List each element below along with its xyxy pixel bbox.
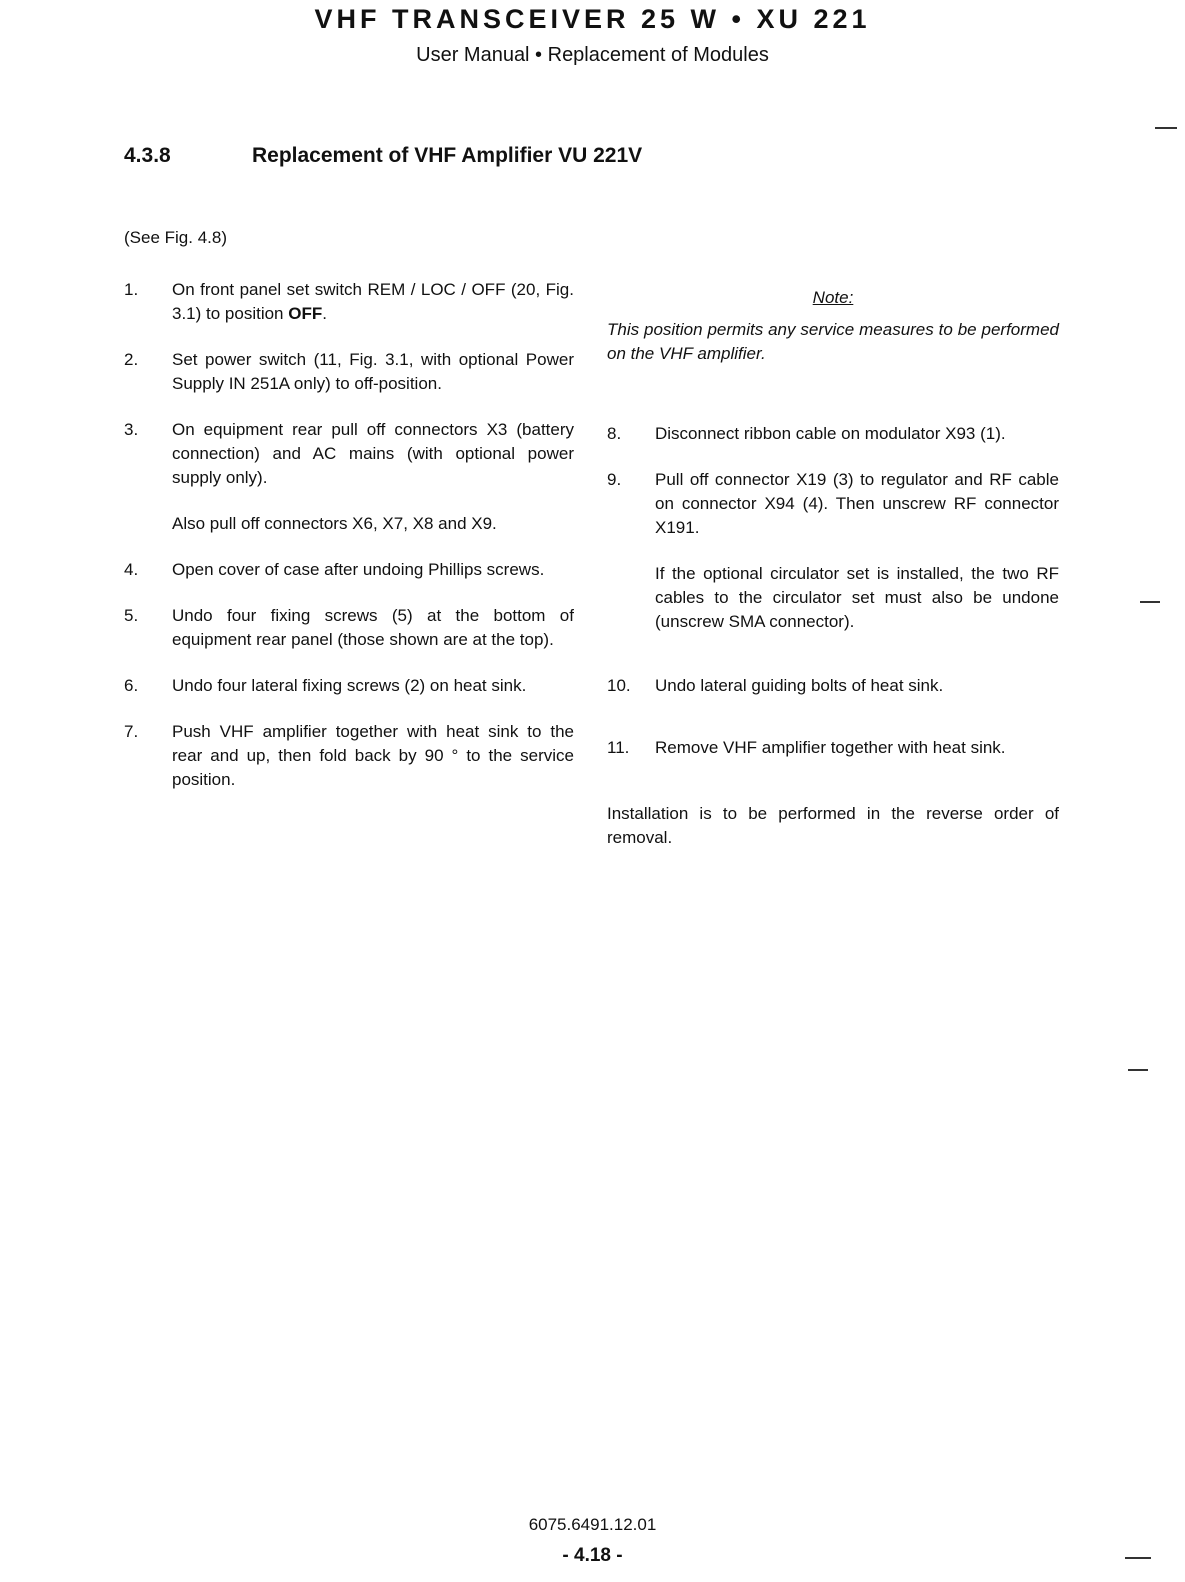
section-title: Replacement of VHF Amplifier VU 221V <box>252 144 643 167</box>
step-number: 11. <box>607 738 630 757</box>
step-5 <box>124 604 574 652</box>
installation-note: Installation is to be performed in the reverse order of removal. <box>607 804 1059 847</box>
step-number: 10. <box>607 676 631 695</box>
right-column <box>607 286 1059 850</box>
page-number: - 4.18 - <box>562 1545 623 1566</box>
step-text: Push VHF amplifier together with heat sink to the rear and up, then fold back by 90 ° to the service position. <box>172 722 574 789</box>
step-number: 6. <box>124 676 139 695</box>
step-text: Remove VHF amplifier together with heat sink. <box>655 738 1006 757</box>
scan-mark <box>1140 601 1160 603</box>
step-11 <box>607 736 1059 760</box>
document-code: 6075.6491.12.01 <box>528 1515 657 1534</box>
step-10 <box>607 674 1059 698</box>
step-4 <box>124 558 574 582</box>
step-number: 8. <box>607 424 622 443</box>
step-8 <box>607 422 1059 446</box>
step-subtext: If the optional circulator set is installed, the two RF cables to the circulator set must also be undone (unscrew SMA connector). <box>655 564 1059 631</box>
note-text: This position permits any service measures to be performed on the VHF amplifier. <box>607 320 1059 363</box>
step-3 <box>124 418 574 536</box>
scan-mark <box>1155 127 1177 129</box>
step-number: 2. <box>124 350 139 369</box>
scan-mark <box>1128 1069 1148 1071</box>
document-title: VHF TRANSCEIVER 25 W • XU 221 <box>314 4 871 34</box>
figure-reference: (See Fig. 4.8) <box>124 228 227 247</box>
step-text: Open cover of case after undoing Phillips screws. <box>172 560 545 579</box>
step-text: Undo lateral guiding bolts of heat sink. <box>655 676 944 695</box>
step-text: Undo four fixing screws (5) at the bottom of equipment rear panel (those shown are at the top). <box>172 606 574 649</box>
step-number: 3. <box>124 420 139 439</box>
step-number: 9. <box>607 470 622 489</box>
section-number: 4.3.8 <box>124 144 171 167</box>
step-text <box>172 278 574 326</box>
step-text: Pull off connector X19 (3) to regulator and RF cable on connector X94 (4). Then unscrew RF connector X191. <box>655 470 1059 537</box>
step-text-part: On front panel set switch REM / LOC / OFF (20, Fig. 3.1) to position <box>172 280 574 323</box>
step-text-part: . <box>322 304 327 323</box>
step-text: On equipment rear pull off connectors X3 (battery connection) and AC mains (with optional power supply only). <box>172 420 574 487</box>
step-text: Undo four lateral fixing screws (2) on heat sink. <box>172 676 527 695</box>
step-subtext: Also pull off connectors X6, X7, X8 and X9. <box>172 514 497 533</box>
step-1 <box>124 278 574 326</box>
document-subtitle: User Manual • Replacement of Modules <box>416 44 769 66</box>
step-text: Set power switch (11, Fig. 3.1, with optional Power Supply IN 251A only) to off-position. <box>172 350 574 393</box>
step-6 <box>124 674 574 698</box>
note-heading: Note: <box>812 288 854 307</box>
step-9 <box>607 468 1059 634</box>
step-text: Disconnect ribbon cable on modulator X93 (1). <box>655 424 1006 443</box>
position-off-label: OFF <box>288 304 323 323</box>
step-number: 7. <box>124 722 139 741</box>
step-number: 4. <box>124 560 139 579</box>
step-7 <box>124 720 574 792</box>
step-number: 1. <box>124 280 139 299</box>
step-number: 5. <box>124 606 139 625</box>
step-2 <box>124 348 574 396</box>
left-column <box>124 278 574 814</box>
